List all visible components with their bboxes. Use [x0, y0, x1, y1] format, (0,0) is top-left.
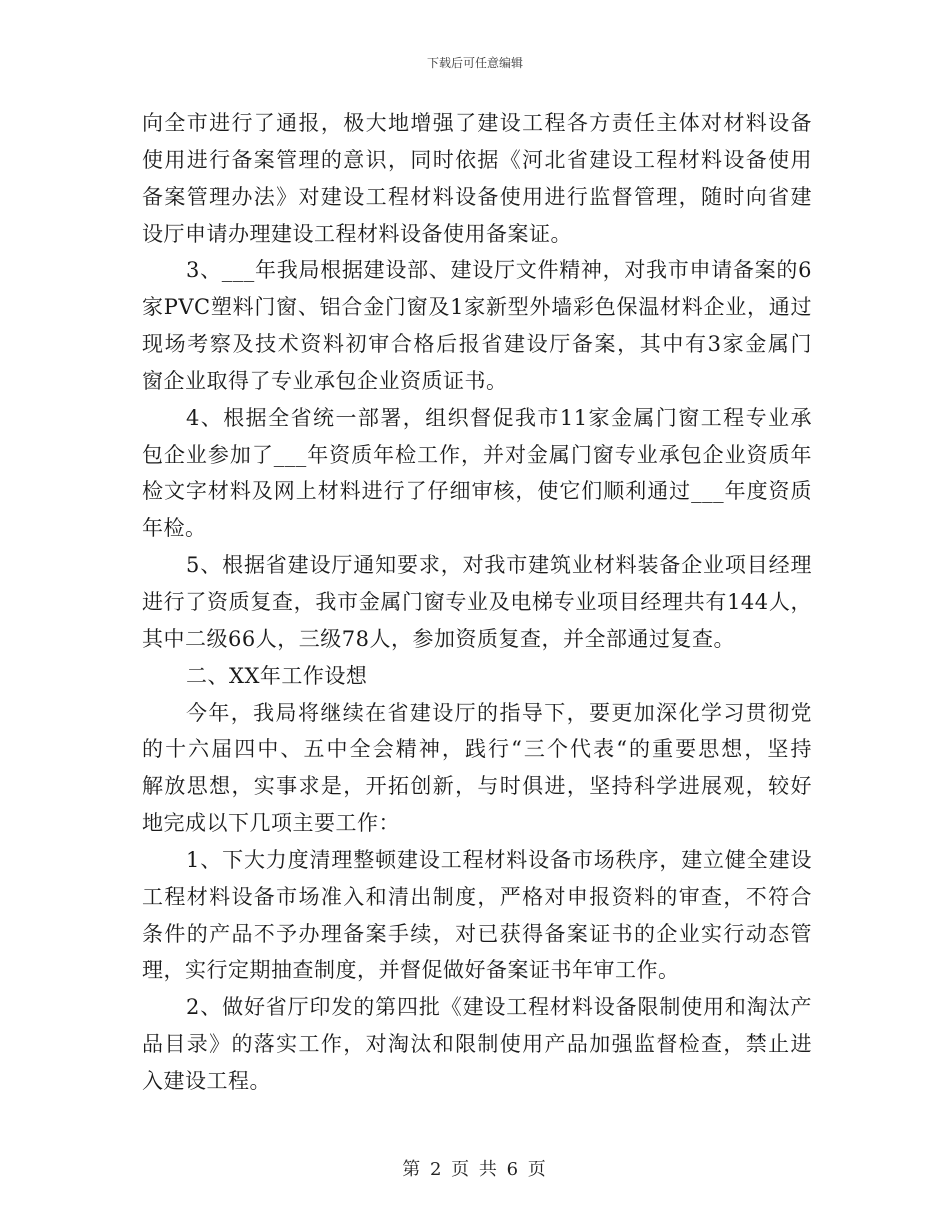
text-line: 窗企业取得了专业承包企业资质证书。	[142, 368, 508, 393]
text-line: 进行了资质复查，我市金属门窗专业及电梯专业项目经理共有144人，	[142, 589, 812, 614]
text-line: 5、根据省建设厅通知要求，对我市建筑业材料装备企业项目经理	[186, 553, 812, 578]
text-line: 2、做好省厅印发的第四批《建设工程材料设备限制使用和淘汰产	[186, 995, 812, 1020]
text-line: 其中二级66人，三级78人，参加资质复查，并全部通过复查。	[142, 626, 735, 651]
text-line: 入建设工程。	[142, 1068, 271, 1093]
text-line: 1、下大力度清理整顿建设工程材料设备市场秩序，建立健全建设	[186, 847, 812, 872]
text-line: 包企业参加了___年资质年检工作，并对金属门窗专业承包企业资质年	[142, 442, 812, 467]
text-line: 3、___年我局根据建设部、建设厅文件精神，对我市申请备案的6	[186, 258, 812, 283]
text-line: 向全市进行了通报，极大地增强了建设工程各方责任主体对材料设备	[142, 111, 812, 135]
text-line: 理，实行定期抽查制度，并督促做好备案证书年审工作。	[142, 958, 680, 983]
text-line: 备案管理办法》对建设工程材料设备使用进行监督管理，随时向省建	[142, 184, 812, 209]
text-line: 品目录》的落实工作，对淘汰和限制使用产品加强监督检查，禁止进	[142, 1032, 812, 1057]
text-line: 的十六届四中、五中全会精神，践行“三个代表“的重要思想，坚持	[142, 737, 812, 762]
document-body	[142, 105, 812, 1100]
text-line: 设厅申请办理建设工程材料设备使用备案证。	[142, 221, 572, 246]
text-line: 解放思想，实事求是，开拓创新，与时俱进，坚持科学进展观，较好	[142, 774, 812, 799]
page-footer: 第 2 页 共 6 页	[402, 1159, 548, 1180]
text-line: 今年，我局将继续在省建设厅的指导下，要更加深化学习贯彻党	[186, 700, 812, 725]
text-line: 年检。	[142, 516, 207, 541]
text-line: 使用进行备案管理的意识，同时依据《河北省建设工程材料设备使用	[142, 147, 812, 172]
text-line: 地完成以下几项主要工作：	[142, 811, 400, 836]
text-line: 工程材料设备市场准入和清出制度，严格对申报资料的审查，不符合	[142, 884, 812, 909]
text-line: 现场考察及技术资料初审合格后报省建设厅备案，其中有3家金属门	[142, 332, 812, 357]
text-line: 条件的产品不予办理备案手续，对已获得备案证书的企业实行动态管	[142, 921, 812, 946]
text-line: 检文字材料及网上材料进行了仔细审核，使它们顺利通过___年度资质	[142, 479, 812, 504]
text-line: 4、根据全省统一部署，组织督促我市11家金属门窗工程专业承	[186, 405, 812, 430]
page-header: 下载后可任意编辑	[426, 56, 523, 70]
text-line: 家PVC塑料门窗、铝合金门窗及1家新型外墙彩色保温材料企业，通过	[142, 295, 812, 320]
text-line: 二、XX年工作设想	[186, 663, 368, 688]
